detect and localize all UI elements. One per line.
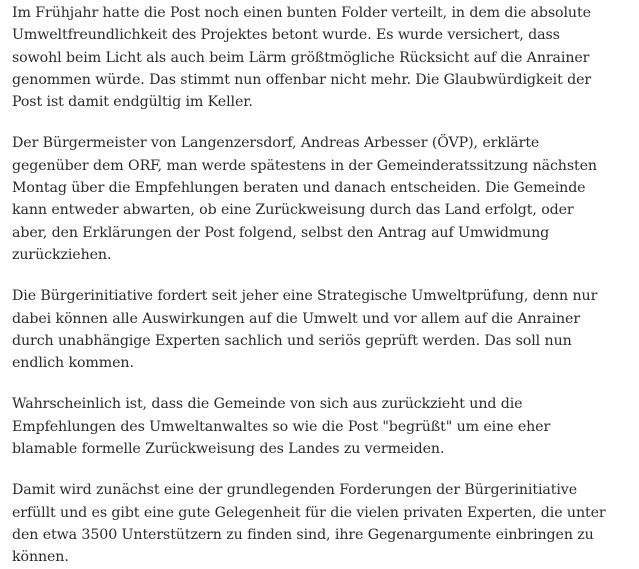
article-paragraph: Die Bürgerinitiative fordert seit jeher eine Strategische Umweltprüfung, denn nur dabei können alle Auswirkungen auf die Umwelt und vor allem auf die Anrainer durch unabhängige Experten sachlich und seriös geprüft werden. Das soll nun endlich kommen. <box>12 288 598 372</box>
article-paragraph: Damit wird zunächst eine der grundlegenden Forderungen der Bürgerinitiative erfüllt und es gibt eine gute Gelegenheit für die vielen privaten Experten, die unter den etwa 3500 Unterstützern zu finden sind, ihre Gegenargumente einbringen zu können. <box>12 482 606 566</box>
article-paragraph: Wahrscheinlich ist, dass die Gemeinde von sich aus zurückzieht und die Empfehlungen des Umweltanwaltes so wie die Post "begrüßt" um eine eher blamable formelle Zurückweisung des Landes zu vermeiden. <box>12 396 551 458</box>
article-paragraph: Der Bürgermeister von Langenzersdorf, Andreas Arbesser (ÖVP), erklärte gegenüber dem ORF, man werde spätestens in der Gemeinderatssitzung nächsten Montag über die Empfehlungen beraten und danach entscheiden. Die Gemeinde kann entweder abwarten, ob eine Zurückweisung durch das Land erfolgt, oder aber, den Erklärungen der Post folgend, selbst den Antrag auf Umwidmung zurückziehen. <box>12 135 597 263</box>
article-paragraph: Im Frühjahr hatte die Post noch einen bunten Folder verteilt, in dem die absolute Umweltfreundlichkeit des Projektes betont wurde. Es wurde versichert, dass sowohl beim Licht als auch beim Lärm größtmögliche Rücksicht auf die Anrainer genommen würde. Das stimmt nun offenbar nicht mehr. Die Glaubwürdigkeit der Post ist damit endgültig im Keller. <box>12 5 592 111</box>
article-body <box>0 2 612 569</box>
